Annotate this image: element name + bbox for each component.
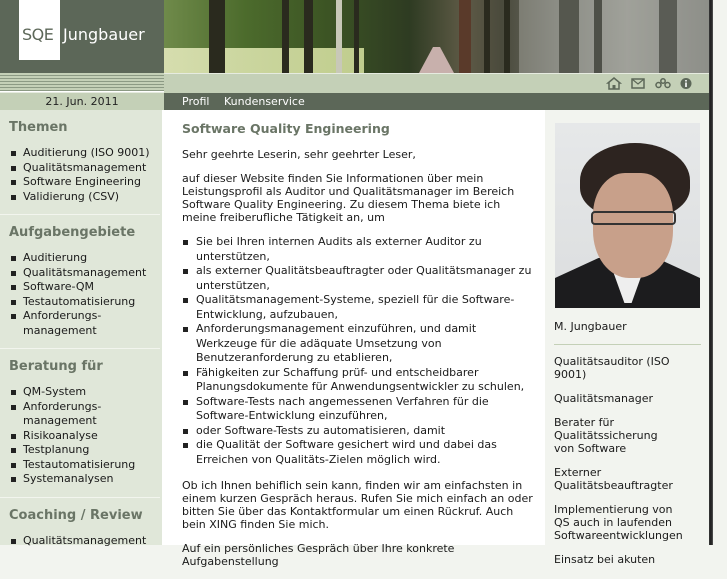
sidebar-item[interactable]: Software-QM	[9, 280, 162, 295]
sidebar-item[interactable]: Auditierung	[9, 251, 162, 266]
page-title: Software Quality Engineering	[182, 121, 390, 136]
logo-sqe: SQE	[22, 25, 54, 44]
home-icon[interactable]	[607, 77, 621, 90]
list-item: Anforderungsmanagement einzuführen, und damit Werkzeuge für die adäquate Umsetzung von Benutzeranforderung zu etablieren,	[182, 322, 534, 366]
role-item: Qualitätsmanager	[554, 392, 654, 405]
sidebar-item[interactable]: Testautomatisierung	[9, 458, 162, 473]
sidebar-item[interactable]: Qualitätsmanagement	[9, 266, 162, 281]
hero-tree	[594, 0, 602, 73]
closing-paragraph: Auf ein persönliches Gespräch über Ihre konkrete Aufgabenstellung	[182, 542, 455, 568]
photo-glasses	[591, 211, 676, 225]
main-content	[182, 110, 534, 579]
sidebar-item[interactable]: QM-System	[9, 385, 162, 400]
hero-tree	[336, 0, 342, 73]
divider	[0, 214, 160, 215]
sidebar-item[interactable]: Software Engineering	[9, 175, 162, 190]
list-item: die Qualität der Software gesichert wird und dabei das Erreichen von Qualitäts-Zielen möglich wird.	[182, 438, 534, 467]
greeting: Sehr geehrte Leserin, sehr geehrter Leser,	[182, 148, 416, 161]
sidebar-item[interactable]: Risikoanalyse	[9, 429, 162, 444]
hero-tree	[282, 0, 289, 73]
divider	[0, 348, 160, 349]
sidebar-item[interactable]: Testplanung	[9, 443, 162, 458]
sidebar-item[interactable]: Qualitätsmanagement	[9, 161, 162, 176]
sidebar-item[interactable]: Anforderungs-management	[9, 309, 109, 338]
logo-name: Jungbauer	[63, 25, 145, 44]
hero-tree	[559, 0, 579, 73]
page-background	[713, 0, 727, 545]
info-icon[interactable]	[679, 77, 693, 90]
mail-icon[interactable]	[631, 77, 645, 90]
sidebar-list-beratung	[9, 385, 162, 487]
nav-profil[interactable]: Profil	[182, 95, 210, 108]
top-nav	[164, 93, 709, 110]
sidebar-item[interactable]: Auditierung (ISO 9001)	[9, 146, 162, 161]
intro-paragraph: auf dieser Website finden Sie Informationen über mein Leistungsprofil als Auditor und Qualitätsmanager im Bereich Software Quality Engineering. Zu diesem Thema biete ich meine freiberufliche Tätigkeit an, um	[182, 172, 515, 224]
sidebar-heading-beratung: Beratung für	[9, 359, 103, 374]
hero-tree	[504, 0, 510, 73]
hero-meadow	[164, 48, 364, 73]
contact-paragraph: Ob ich Ihnen behiflich sein kann, finden wir am einfachsten in einem kurzen Gespräch heraus. Rufen Sie mich einfach an oder bitten Sie über das Kontaktformular um einen Rückruf. Auch bein XING finden Sie mich.	[182, 479, 533, 531]
sidebar-list-coaching	[9, 534, 162, 549]
sidebar-list-themen	[9, 146, 162, 204]
list-item: als externer Qualitätsbeauftragter oder Qualitätsmanager zu unterstützen,	[182, 264, 534, 293]
sidebar-heading-coaching: Coaching / Review	[9, 507, 143, 523]
role-item: Externer Qualitätsbeauftragter	[554, 466, 673, 492]
icon-bar	[164, 73, 709, 93]
current-date: 21. Jun. 2011	[0, 92, 164, 110]
list-item: Sie bei Ihren internen Audits als externer Auditor zu unterstützen,	[182, 235, 534, 264]
divider	[0, 497, 160, 498]
hero-path	[419, 47, 454, 73]
list-item: Fähigkeiten zur Schaffung prüf- und entscheidbarer Planungsdokumente für Anwendungsentwickler zu schulen,	[182, 366, 534, 395]
roles-list	[554, 355, 704, 577]
sidebar-item[interactable]: Testautomatisierung	[9, 295, 162, 310]
hero-tree	[354, 0, 359, 73]
profile-column	[545, 110, 709, 566]
sidebar-item[interactable]: Systemanalysen	[9, 472, 162, 487]
role-item: Berater für Qualitätssicherung von Software	[554, 416, 658, 455]
list-item: Software-Tests nach angemessenen Verfahren für die Software-Entwicklung einzuführen,	[182, 395, 534, 424]
sidebar-item[interactable]: Validierung (CSV)	[9, 190, 162, 205]
hero-tree	[209, 0, 225, 73]
role-item: Qualitätsauditor (ISO 9001)	[554, 355, 670, 381]
nav-kundenservice[interactable]: Kundenservice	[224, 95, 305, 108]
sidebar-item[interactable]: Anforderungs-management	[9, 400, 109, 429]
hero-tree	[484, 0, 490, 73]
photo-face	[593, 173, 673, 278]
hero-fade	[519, 0, 709, 73]
services-list	[182, 235, 534, 467]
decorative-stripes	[0, 73, 164, 91]
hero-tree	[459, 0, 471, 73]
profile-photo	[555, 123, 700, 303]
sidebar	[0, 110, 164, 545]
hero-forest-image	[164, 0, 709, 73]
sidebar-heading-themen: Themen	[9, 120, 68, 135]
role-item: Implementierung von QS auch in laufenden Softwareentwicklungen	[554, 503, 683, 542]
list-item: oder Software-Tests zu automatisieren, damit	[182, 424, 534, 439]
profile-name: M. Jungbauer	[554, 320, 627, 333]
hero-tree	[304, 0, 313, 73]
list-item: Qualitätsmanagement-Systeme, speziell für die Software-Entwicklung, aufzubauen,	[182, 293, 534, 322]
logo-area[interactable]	[0, 0, 164, 73]
sidebar-heading-aufgabengebiete: Aufgabengebiete	[9, 225, 136, 240]
hero-tree	[659, 0, 677, 73]
role-item: Einsatz bei akuten	[554, 553, 656, 566]
sidebar-item[interactable]: Qualitätsmanagement	[9, 534, 162, 549]
sitemap-icon[interactable]	[655, 77, 671, 90]
sidebar-list-aufgabengebiete	[9, 251, 162, 338]
divider	[554, 344, 701, 345]
